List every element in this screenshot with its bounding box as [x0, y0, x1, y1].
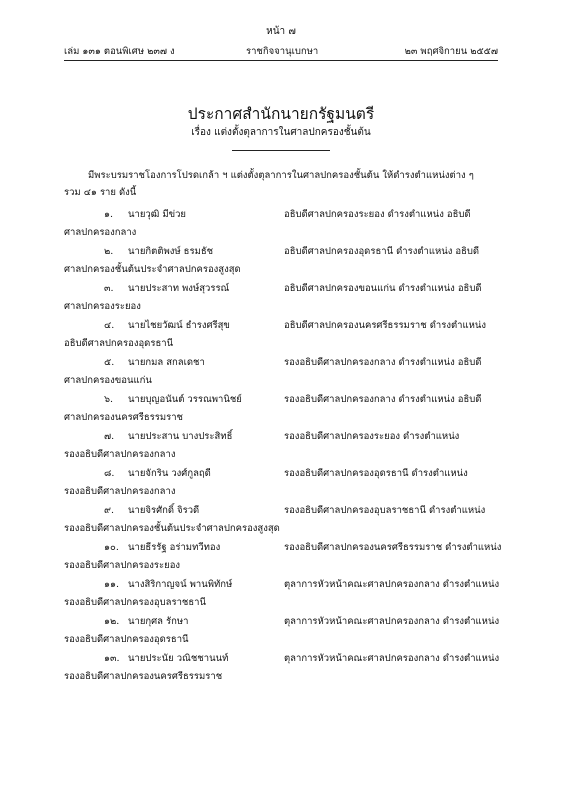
list-item — [64, 207, 500, 245]
volume-info: เล่ม ๑๓๑ ตอนพิเศษ ๒๓๗ ง — [64, 46, 175, 57]
entry-number: ๑๑. — [104, 579, 120, 590]
entry-continuation: รองอธิบดีศาลปกครองกลาง — [64, 449, 176, 460]
gazette-name: ราชกิจจานุเบกษา — [246, 46, 319, 57]
entry-position: ตุลาการหัวหน้าคณะศาลปกครองกลาง ดำรงตำแหน่ง — [284, 616, 500, 627]
document-subject: เรื่อง แต่งตั้งตุลาการในศาลปกครองชั้นต้น — [191, 127, 371, 138]
entry-continuation: ศาลปกครองขอนแก่น — [64, 375, 152, 386]
subject-underline — [232, 150, 330, 151]
entry-number: ๑๓. — [104, 653, 120, 664]
entry-number: ๔. — [104, 320, 115, 331]
list-item — [64, 355, 500, 393]
list-item — [64, 614, 500, 652]
entry-continuation: รองอธิบดีศาลปกครองอุดรธานี — [64, 634, 189, 645]
entry-number: ๖. — [104, 394, 114, 405]
entry-continuation: ศาลปกครองกลาง — [64, 227, 137, 238]
entry-continuation: รองอธิบดีศาลปกครองชั้นต้นประจำศาลปกครองสูงสุด — [64, 523, 280, 534]
entry-number: ๕. — [104, 357, 115, 368]
entry-name: นายประสาท พงษ์สุวรรณ์ — [128, 283, 230, 294]
entry-name: นายประนัย วณิชชานนท์ — [128, 653, 229, 664]
entry-continuation: รองอธิบดีศาลปกครองระยอง — [64, 560, 181, 571]
entry-position: รองอธิบดีศาลปกครองกลาง ดำรงตำแหน่ง อธิบดี — [284, 394, 482, 405]
entry-number: ๓. — [104, 283, 114, 294]
entry-continuation: รองอธิบดีศาลปกครองอุบลราชธานี — [64, 597, 206, 608]
publication-date: ๒๓ พฤศจิกายน ๒๕๕๗ — [404, 46, 498, 57]
list-item — [64, 281, 500, 319]
entry-position: อธิบดีศาลปกครองขอนแก่น ดำรงตำแหน่ง อธิบดี — [284, 283, 482, 294]
gazette-header — [64, 44, 498, 58]
document-title: ประกาศสำนักนายกรัฐมนตรี — [187, 105, 375, 123]
entry-name: นายจิรศักดิ์ จิรวดี — [128, 505, 200, 516]
entry-continuation: ศาลปกครองชั้นต้นประจำศาลปกครองสูงสุด — [64, 264, 241, 275]
entry-number: ๑๒. — [104, 616, 120, 627]
entry-continuation: รองอธิบดีศาลปกครองกลาง — [64, 486, 176, 497]
entry-continuation: อธิบดีศาลปกครองอุดรธานี — [64, 338, 174, 349]
entry-continuation: ศาลปกครองนครศรีธรรมราช — [64, 412, 184, 423]
entry-position: รองอธิบดีศาลปกครองกลาง ดำรงตำแหน่ง อธิบดี — [284, 357, 482, 368]
entry-name: นายธีรรัฐ อร่ามทวีทอง — [128, 542, 221, 553]
page-number: หน้า ๗ — [266, 26, 296, 37]
entry-name: นายกุศล รักษา — [128, 616, 189, 627]
entry-number: ๑๐. — [104, 542, 119, 553]
list-item — [64, 651, 500, 689]
list-item — [64, 429, 500, 467]
entry-number: ๒. — [104, 246, 114, 257]
entry-name: นายกิตติพงษ์ ธรมธัช — [128, 246, 214, 257]
entry-number: ๙. — [104, 505, 114, 516]
entry-position: รองอธิบดีศาลปกครองระยอง ดำรงตำแหน่ง — [284, 431, 460, 442]
entry-name: นางสิริกาญจน์ พานพิทักษ์ — [128, 579, 233, 590]
entry-position: รองอธิบดีศาลปกครองนครศรีธรรมราช ดำรงตำแหน่ง — [284, 542, 502, 553]
entry-name: นายจักริน วงศ์กูลฤดี — [128, 468, 211, 479]
intro-paragraph-line1: มีพระบรมราชโองการโปรดเกล้า ฯ แต่งตั้งตุลาการในศาลปกครองชั้นต้น ให้ดำรงตำแหน่งต่าง ๆ — [88, 170, 474, 181]
entry-number: ๘. — [104, 468, 115, 479]
entry-position: รองอธิบดีศาลปกครองอุบลราชธานี ดำรงตำแหน่ง — [284, 505, 486, 516]
list-item — [64, 466, 500, 504]
entry-number: ๑. — [104, 209, 114, 220]
entry-continuation: ศาลปกครองระยอง — [64, 301, 141, 312]
list-item — [64, 244, 500, 282]
entry-name: นายบุญอนันต์ วรรณพานิชย์ — [128, 394, 242, 405]
header-divider — [64, 60, 498, 61]
entry-name: นายวุฒิ มีข่วย — [128, 209, 186, 220]
intro-paragraph-line2: รวม ๔๑ ราย ดังนี้ — [64, 187, 137, 198]
list-item — [64, 577, 500, 615]
entry-continuation: รองอธิบดีศาลปกครองนครศรีธรรมราช — [64, 671, 223, 682]
entry-position: อธิบดีศาลปกครองระยอง ดำรงตำแหน่ง อธิบดี — [284, 209, 471, 220]
entry-position: อธิบดีศาลปกครองนครศรีธรรมราช ดำรงตำแหน่ง — [284, 320, 486, 331]
list-item — [64, 503, 500, 541]
entry-position: อธิบดีศาลปกครองอุดรธานี ดำรงตำแหน่ง อธิบดี — [284, 246, 480, 257]
list-item — [64, 540, 500, 578]
entry-name: นายกมล สกลเดชา — [128, 357, 205, 368]
entry-number: ๗. — [104, 431, 115, 442]
list-item — [64, 318, 500, 356]
entry-name: นายประสาน บางประสิทธิ์ — [128, 431, 233, 442]
entry-position: รองอธิบดีศาลปกครองอุดรธานี ดำรงตำแหน่ง — [284, 468, 468, 479]
entry-position: ตุลาการหัวหน้าคณะศาลปกครองกลาง ดำรงตำแหน่ง — [284, 653, 500, 664]
entry-name: นายไชยวัฒน์ ธำรงศรีสุข — [128, 320, 230, 331]
list-item — [64, 392, 500, 430]
entry-position: ตุลาการหัวหน้าคณะศาลปกครองกลาง ดำรงตำแหน่ง — [284, 579, 500, 590]
